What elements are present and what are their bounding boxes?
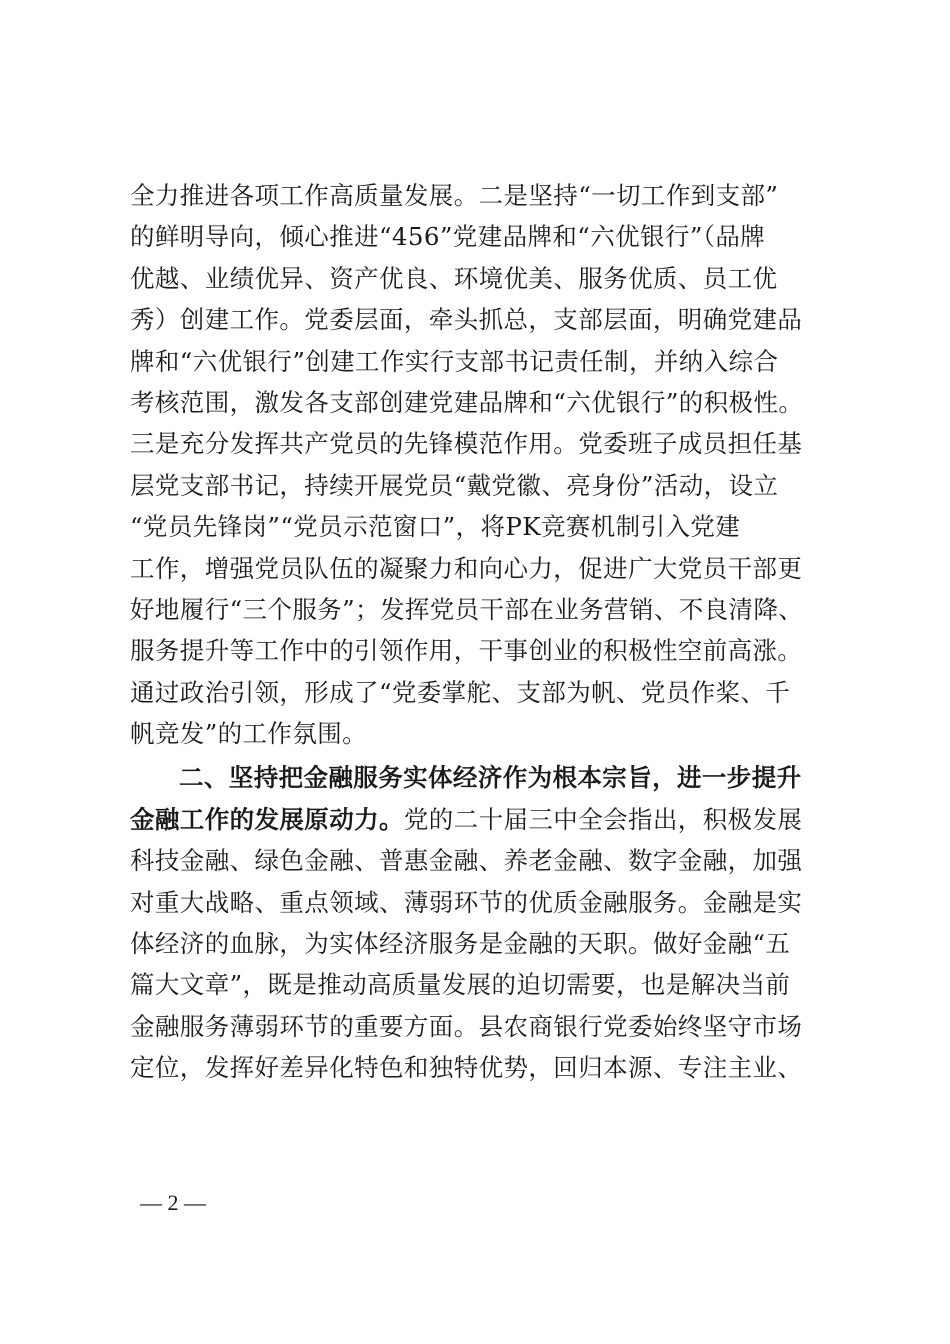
paragraph-line: 考核范围，激发各支部创建党建品牌和“六优银行”的积极性。 [130, 387, 804, 417]
paragraph-line: 的鲜明导向，倾心推进“456”党建品牌和“六优银行”（品牌 [130, 222, 766, 252]
body-text [130, 175, 830, 1089]
paragraph-line: 工作，增强党员队伍的凝聚力和向心力，促进广大党员干部更 [130, 553, 803, 583]
paragraph-line: 通过政治引领，形成了“党委掌舵、支部为帆、党员作桨、千 [130, 677, 791, 707]
paragraph-line: 对重大战略、重点领域、薄弱环节的优质金融服务。金融是实 [130, 887, 803, 917]
section-heading-tail: 金融工作的发展原动力。 [130, 804, 404, 834]
paragraph-line: 全力推进各项工作高质量发展。二是坚持“一切工作到支部” [130, 181, 779, 210]
paragraph-line: 牌和“六优银行”创建工作实行支部书记责任制，并纳入综合 [130, 346, 779, 376]
paragraph-line: 好地履行“三个服务”；发挥党员干部在业务营销、不良清降、 [130, 594, 804, 624]
paragraph-line: 秀）创建工作。党委层面，牵头抓总，支部层面，明确党建品 [130, 305, 803, 335]
paragraph-line: 科技金融、绿色金融、普惠金融、养老金融、数字金融，加强 [130, 846, 803, 876]
paragraph-line: 优越、业绩优异、资产优良、环境优美、服务优质、员工优 [130, 263, 778, 293]
paragraph-line: 金融服务薄弱环节的重要方面。县农商银行党委始终坚守市场 [130, 1011, 803, 1041]
paragraph-line: 篇大文章”，既是推动高质量发展的迫切需要，也是解决当前 [130, 970, 791, 1000]
paragraph-line: 三是充分发挥共产党员的先锋模范作用。党委班子成员担任基 [130, 429, 803, 459]
section-heading-continuation [130, 799, 830, 840]
paragraph-line: 定位，发挥好差异化特色和独特优势，回归本源、专注主业、 [130, 1053, 803, 1083]
paragraph-line: “党员先锋岗”“党员示范窗口”，将PK竞赛机制引入党建 [130, 512, 741, 542]
paragraph-line: 体经济的血脉，为实体经济服务是金融的天职。做好金融“五 [130, 929, 791, 959]
paragraph-line: 层党支部书记，持续开展党员“戴党徽、亮身份”活动，设立 [130, 470, 779, 500]
paragraph-line: 帆竞发”的工作氛围。 [130, 719, 368, 749]
section-heading-line: 二、坚持把金融服务实体经济作为根本宗旨，进一步提升 [179, 763, 802, 793]
paragraph-text: 党的二十届三中全会指出，积极发展 [403, 804, 803, 834]
page-number: — 2 — [140, 1190, 206, 1215]
paragraph-line: 服务提升等工作中的引领作用，干事创业的积极性空前高涨。 [130, 636, 803, 666]
